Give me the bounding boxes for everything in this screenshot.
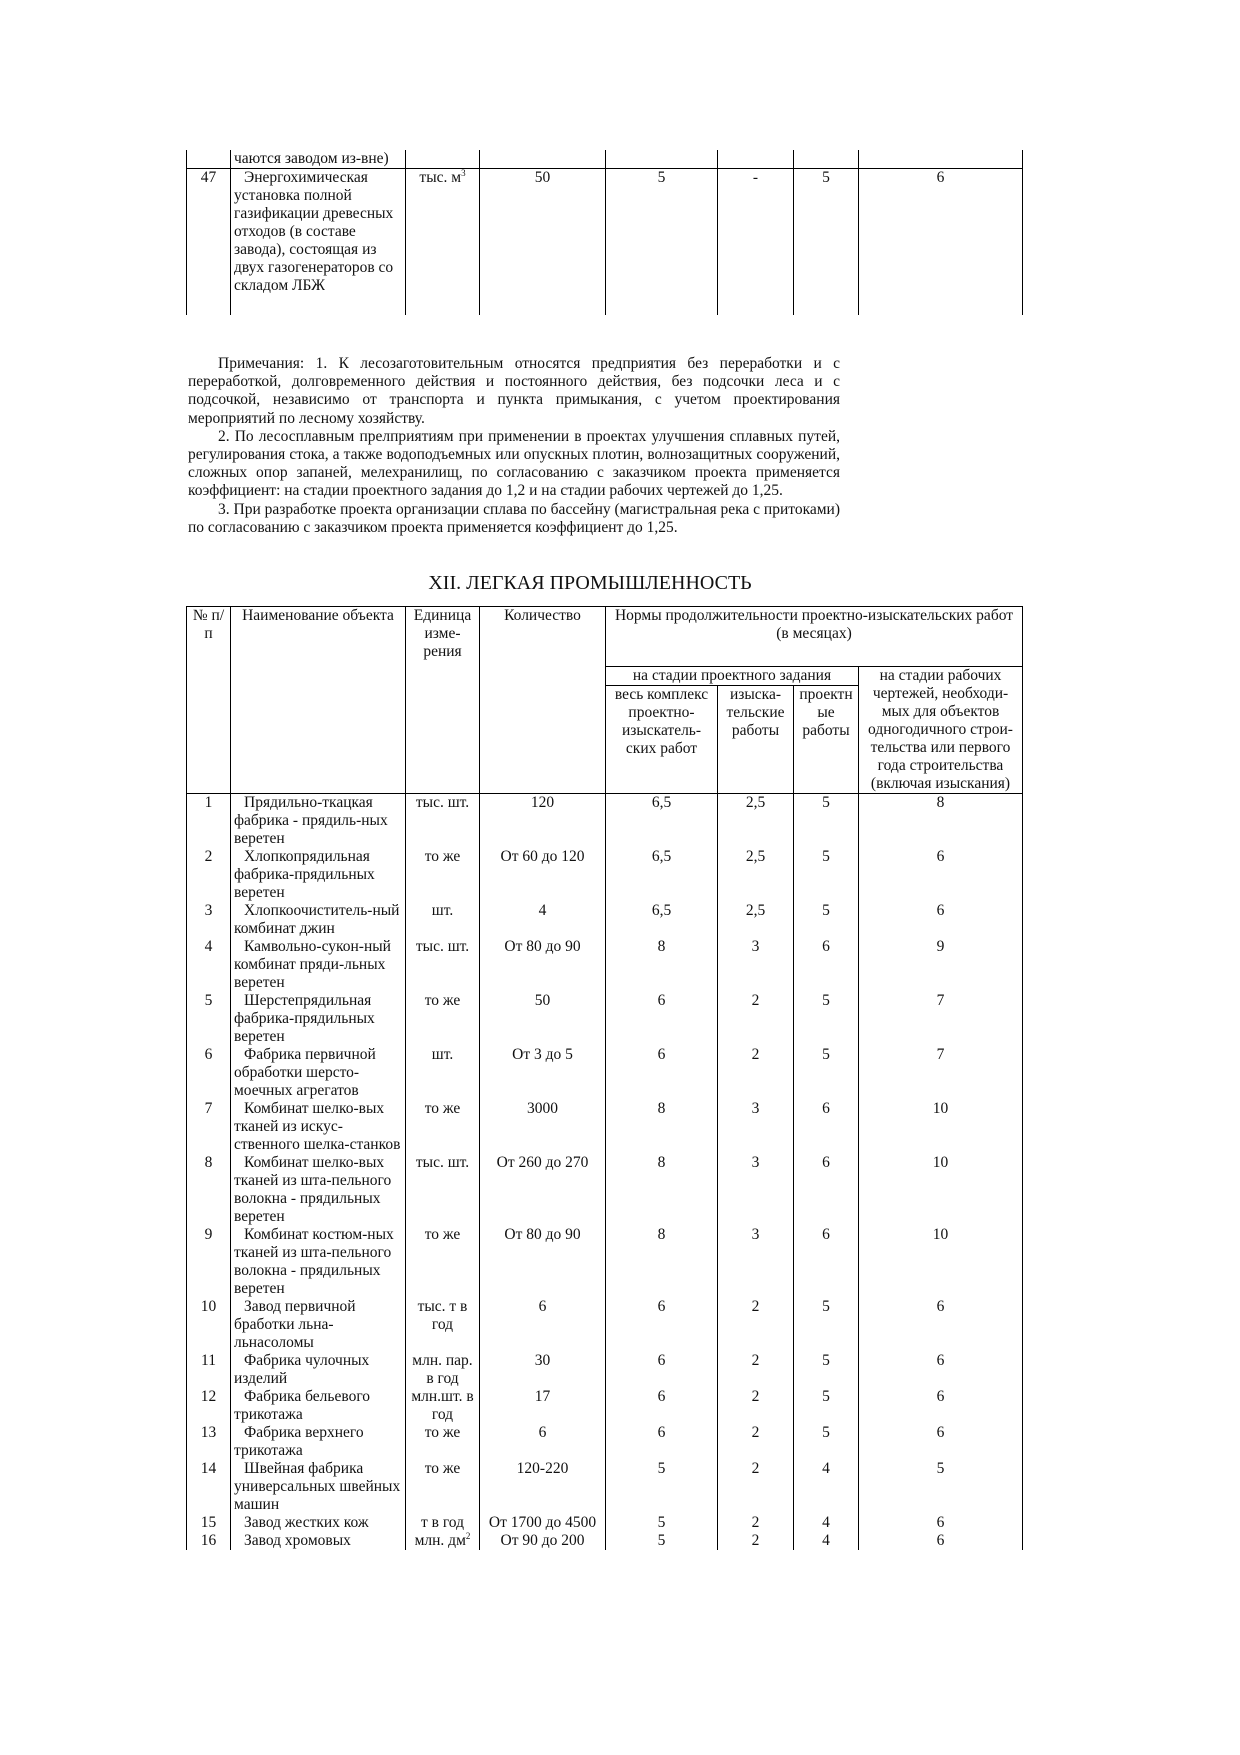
drawings-cell: 10 xyxy=(859,1154,1023,1226)
note-2: 2. По лесосплавным прелприятиям при применении в проектах улучшения сплавных путей, регулирования стока, а также водоподъемных или опускных плотин, волнозащитных сооружений, сложных опор запаней, мелехранилищ, по согласованию с заказчиком проекта применяется коэффициент: на стадии проектного задания до 1,2 и на стадии рабочих чертежей до 1,25. xyxy=(188,427,840,500)
unit-cell: то же xyxy=(406,1424,480,1460)
row-number: 6 xyxy=(187,1046,231,1100)
unit-cell: тыс. шт. xyxy=(406,794,480,849)
table-row xyxy=(187,902,1023,938)
row-number: 1 xyxy=(187,794,231,849)
drawings-cell: 8 xyxy=(859,794,1023,849)
header-name: Наименование объекта xyxy=(231,607,406,794)
table-row xyxy=(187,1388,1023,1424)
object-name: Завод жестких кож xyxy=(231,1514,406,1532)
full-complex-cell: 5 xyxy=(606,1532,718,1550)
header-stage-drawings: на стадии рабочих чертежей, необходи-мых для объектов одногодичного строи-тельства или первого года строительства (включая изыскания) xyxy=(859,667,1023,794)
table-row xyxy=(187,1298,1023,1352)
full-complex-cell: 6 xyxy=(606,1388,718,1424)
object-name: Фабрика чулочных изделий xyxy=(231,1352,406,1388)
quantity-cell: От 80 до 90 xyxy=(480,938,606,992)
object-name: Шерстепрядильная фабрика-прядильных веретен xyxy=(231,992,406,1046)
design-cell: 6 xyxy=(794,1154,859,1226)
object-name: Комбинат шелко-вых тканей из шта-пельного волокна - прядильных веретен xyxy=(231,1154,406,1226)
full-complex-cell: 8 xyxy=(606,938,718,992)
row-number: 7 xyxy=(187,1100,231,1154)
header-stage-project: на стадии проектного задания xyxy=(606,667,859,686)
survey-cell: 2,5 xyxy=(718,848,794,902)
object-name: Комбинат шелко-вых тканей из искус-ственного шелка-станков xyxy=(231,1100,406,1154)
survey-cell: 2 xyxy=(718,1514,794,1532)
object-name: Комбинат костюм-ных тканей из шта-пельного волокна - прядильных веретен xyxy=(231,1226,406,1298)
unit-superscript: 2 xyxy=(465,1530,471,1541)
quantity-cell: От 90 до 200 xyxy=(480,1532,606,1550)
design-cell: 5 xyxy=(794,1352,859,1388)
quantity-cell: 120-220 xyxy=(480,1460,606,1514)
quantity-cell: 120 xyxy=(480,794,606,849)
full-complex-cell: 8 xyxy=(606,1154,718,1226)
row-number: 4 xyxy=(187,938,231,992)
survey-cell: 2 xyxy=(718,1298,794,1352)
note-3: 3. При разработке проекта организации сплава по бассейну (магистральная река с притоками) по согласованию с заказчиком проекта применяется коэффициент до 1,25. xyxy=(188,500,841,536)
survey-cell: - xyxy=(718,169,794,315)
unit-cell: тыс. шт. xyxy=(406,1154,480,1226)
drawings-cell: 6 xyxy=(859,1532,1023,1550)
full-complex-cell: 8 xyxy=(606,1226,718,1298)
design-cell: 6 xyxy=(794,1226,859,1298)
quantity-cell: От 3 до 5 xyxy=(480,1046,606,1100)
design-cell: 6 xyxy=(794,938,859,992)
full-complex-cell: 5 xyxy=(606,169,718,315)
drawings-cell: 7 xyxy=(859,1046,1023,1100)
table-row xyxy=(187,938,1023,992)
table-row xyxy=(187,1154,1023,1226)
table-row xyxy=(187,150,1023,169)
table-row xyxy=(187,1046,1023,1100)
survey-cell: 2 xyxy=(718,1388,794,1424)
unit-cell: шт. xyxy=(406,1046,480,1100)
survey-cell: 2,5 xyxy=(718,902,794,938)
survey-cell: 2 xyxy=(718,1460,794,1514)
table-row xyxy=(187,1352,1023,1388)
object-name: чаются заводом из-вне) xyxy=(231,150,406,169)
row-number: 5 xyxy=(187,992,231,1046)
table-row xyxy=(187,1514,1023,1532)
unit-cell xyxy=(406,169,480,315)
drawings-cell: 6 xyxy=(859,1352,1023,1388)
full-complex-cell: 5 xyxy=(606,1514,718,1532)
design-cell: 5 xyxy=(794,848,859,902)
table-row xyxy=(187,992,1023,1046)
unit-cell: то же xyxy=(406,992,480,1046)
design-cell: 5 xyxy=(794,992,859,1046)
full-complex-cell: 6 xyxy=(606,992,718,1046)
quantity-cell: 30 xyxy=(480,1352,606,1388)
object-name: Фабрика первичной обработки шерсто-моечных агрегатов xyxy=(231,1046,406,1100)
norms-table xyxy=(186,606,1023,1550)
header-unit: Единица изме-рения xyxy=(406,607,480,794)
object-name: Фабрика верхнего трикотажа xyxy=(231,1424,406,1460)
row-number: 14 xyxy=(187,1460,231,1514)
unit-cell: шт. xyxy=(406,902,480,938)
row-number: 13 xyxy=(187,1424,231,1460)
design-cell: 5 xyxy=(794,169,859,315)
full-complex-cell: 6,5 xyxy=(606,902,718,938)
drawings-cell: 7 xyxy=(859,992,1023,1046)
row-number: 16 xyxy=(187,1532,231,1550)
drawings-cell: 6 xyxy=(859,1388,1023,1424)
unit-cell: млн. пар. в год xyxy=(406,1352,480,1388)
quantity-cell: От 60 до 120 xyxy=(480,848,606,902)
survey-cell xyxy=(718,150,794,169)
quantity-cell: 6 xyxy=(480,1298,606,1352)
row-number: 10 xyxy=(187,1298,231,1352)
design-cell: 4 xyxy=(794,1460,859,1514)
unit-cell: тыс. шт. xyxy=(406,938,480,992)
object-name: Завод хромовых xyxy=(231,1532,406,1550)
survey-cell: 3 xyxy=(718,1226,794,1298)
survey-cell: 2,5 xyxy=(718,794,794,849)
row-number: 2 xyxy=(187,848,231,902)
full-complex-cell: 6,5 xyxy=(606,848,718,902)
drawings-cell: 6 xyxy=(859,169,1023,315)
full-complex-cell xyxy=(606,150,718,169)
unit-cell: млн.шт. в год xyxy=(406,1388,480,1424)
table-row xyxy=(187,169,1023,315)
unit-cell xyxy=(406,1532,480,1550)
table-row xyxy=(187,1100,1023,1154)
survey-cell: 2 xyxy=(718,1424,794,1460)
survey-cell: 2 xyxy=(718,1532,794,1550)
object-name: Завод первичной бработки льна-льнасоломы xyxy=(231,1298,406,1352)
survey-cell: 2 xyxy=(718,1352,794,1388)
design-cell: 5 xyxy=(794,1298,859,1352)
row-number: 8 xyxy=(187,1154,231,1226)
header-row xyxy=(187,607,1023,667)
object-name: Прядильно-ткацкая фабрика - прядиль-ных веретен xyxy=(231,794,406,849)
table-row xyxy=(187,1424,1023,1460)
header-number: № п/п xyxy=(187,607,231,794)
full-complex-cell: 8 xyxy=(606,1100,718,1154)
unit-text: млн. дм xyxy=(414,1532,466,1549)
unit-cell: т в год xyxy=(406,1514,480,1532)
unit-cell: тыс. т в год xyxy=(406,1298,480,1352)
header-norms: Нормы продолжительности проектно-изыскательских работ (в месяцах) xyxy=(606,607,1023,667)
drawings-cell: 6 xyxy=(859,848,1023,902)
design-cell: 4 xyxy=(794,1532,859,1550)
quantity-cell: 4 xyxy=(480,902,606,938)
unit-cell: то же xyxy=(406,1460,480,1514)
quantity-cell xyxy=(480,150,606,169)
survey-cell: 2 xyxy=(718,992,794,1046)
quantity-cell: От 80 до 90 xyxy=(480,1226,606,1298)
survey-cell: 3 xyxy=(718,1100,794,1154)
design-cell: 5 xyxy=(794,1424,859,1460)
table-body xyxy=(187,794,1023,1551)
notes-block xyxy=(188,355,840,537)
table-row xyxy=(187,1460,1023,1514)
quantity-cell: 17 xyxy=(480,1388,606,1424)
survey-cell: 3 xyxy=(718,938,794,992)
quantity-cell: От 1700 до 4500 xyxy=(480,1514,606,1532)
object-name: Хлопкопрядильная фабрика-прядильных веретен xyxy=(231,848,406,902)
unit-cell: то же xyxy=(406,848,480,902)
object-name: Швейная фабрика универсальных швейных машин xyxy=(231,1460,406,1514)
header-full-complex: весь комплекс проектно-изыскатель-ских работ xyxy=(606,686,718,794)
unit-superscript: 3 xyxy=(461,167,466,178)
unit-cell xyxy=(406,150,480,169)
row-number: 12 xyxy=(187,1388,231,1424)
drawings-cell: 5 xyxy=(859,1460,1023,1514)
design-cell: 5 xyxy=(794,1388,859,1424)
row-number: 11 xyxy=(187,1352,231,1388)
row-number: 3 xyxy=(187,902,231,938)
continuation-table xyxy=(186,150,1023,315)
quantity-cell: 6 xyxy=(480,1424,606,1460)
unit-text: тыс. м xyxy=(419,169,462,186)
design-cell xyxy=(794,150,859,169)
design-cell: 5 xyxy=(794,794,859,849)
object-name: Фабрика бельевого трикотажа xyxy=(231,1388,406,1424)
survey-cell: 2 xyxy=(718,1046,794,1100)
drawings-cell: 9 xyxy=(859,938,1023,992)
quantity-cell: От 260 до 270 xyxy=(480,1154,606,1226)
design-cell: 5 xyxy=(794,902,859,938)
survey-cell: 3 xyxy=(718,1154,794,1226)
header-quantity: Количество xyxy=(480,607,606,794)
table-row xyxy=(187,1226,1023,1298)
full-complex-cell: 6 xyxy=(606,1352,718,1388)
drawings-cell: 10 xyxy=(859,1100,1023,1154)
full-complex-cell: 6,5 xyxy=(606,794,718,849)
table-row xyxy=(187,848,1023,902)
object-name: Хлопкоочиститель-ный комбинат джин xyxy=(231,902,406,938)
design-cell: 4 xyxy=(794,1514,859,1532)
section-title: XII. ЛЕГКАЯ ПРОМЫШЛЕННОСТЬ xyxy=(428,572,752,594)
unit-cell: то же xyxy=(406,1100,480,1154)
unit-cell: то же xyxy=(406,1226,480,1298)
quantity-cell: 50 xyxy=(480,169,606,315)
full-complex-cell: 6 xyxy=(606,1424,718,1460)
header-survey: изыска-тельские работы xyxy=(718,686,794,794)
table-row xyxy=(187,1532,1023,1550)
full-complex-cell: 6 xyxy=(606,1298,718,1352)
quantity-cell: 3000 xyxy=(480,1100,606,1154)
row-number: 9 xyxy=(187,1226,231,1298)
table-row xyxy=(187,794,1023,849)
row-number: 15 xyxy=(187,1514,231,1532)
drawings-cell: 6 xyxy=(859,1298,1023,1352)
object-name: Камвольно-сукон-ный комбинат пряди-льных веретен xyxy=(231,938,406,992)
drawings-cell xyxy=(859,150,1023,169)
design-cell: 5 xyxy=(794,1046,859,1100)
full-complex-cell: 5 xyxy=(606,1460,718,1514)
row-number: 47 xyxy=(187,169,231,315)
header-design: проектн ые работы xyxy=(794,686,859,794)
note-1: Примечания: 1. К лесозаготовительным относятся предприятия без переработки и с переработкой, долговременного действия и постоянного действия, без подсочки леса и с подсочкой, независимо от транспорта и пункта примыкания, с учетом проектирования мероприятий по лесному хозяйству. xyxy=(188,355,840,427)
full-complex-cell: 6 xyxy=(606,1046,718,1100)
drawings-cell: 6 xyxy=(859,1424,1023,1460)
design-cell: 6 xyxy=(794,1100,859,1154)
row-number xyxy=(187,150,231,169)
object-name: Энергохимическая установка полной газификации древесных отходов (в составе завода), состоящая из двух газогенераторов со складом ЛБЖ xyxy=(231,169,406,315)
drawings-cell: 10 xyxy=(859,1226,1023,1298)
drawings-cell: 6 xyxy=(859,902,1023,938)
drawings-cell: 6 xyxy=(859,1514,1023,1532)
quantity-cell: 50 xyxy=(480,992,606,1046)
